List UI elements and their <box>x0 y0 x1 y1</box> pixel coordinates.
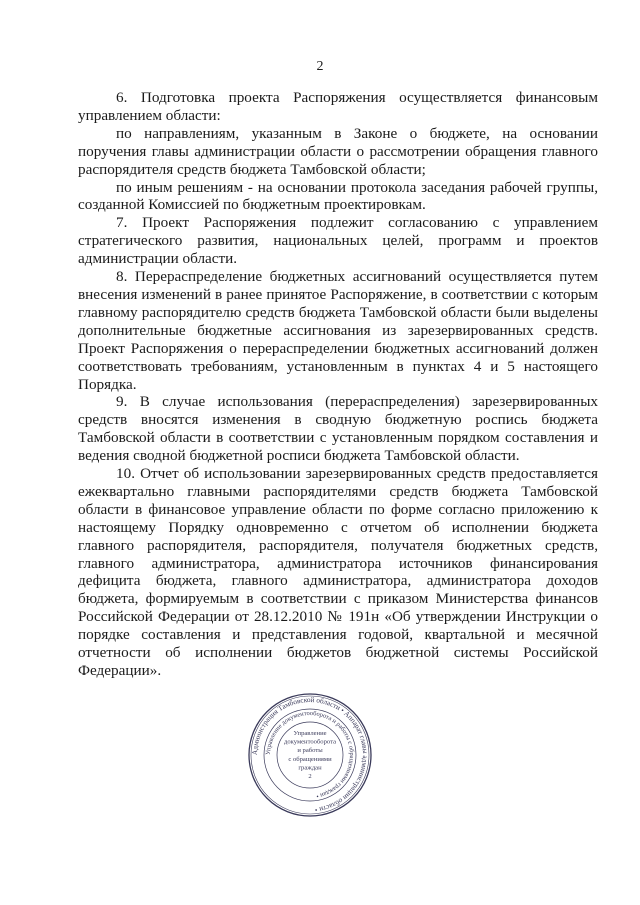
paragraph-10: 10. Отчет об использовании зарезервированных средств предоставляется ежеквартально главными распорядителями средств бюджета Тамбовской области в финансовое управление области по форме согласно приложению к настоящему Порядку одновременно с отчетом об исполнении бюджета главного распорядителя, распорядителя, получателя бюджетных средств, главного администратора, администратора источников финансирования дефицита бюджета, главного администратора, администратора доходов бюджета, формируемым в соответствии с приказом Министерства финансов Российской Федерации от 28.12.2010 № 191н «Об утверждении Инструкции о порядке составления и представления годовой, квартальной и месячной отчетности об исполнении бюджетов бюджетной системы Российской Федерации». <box>78 465 598 679</box>
seal-inner-text: Управление документооборота и работы с обращениями граждан • <box>264 709 356 800</box>
paragraph-6-item-1: по направлениям, указанным в Законе о бюджете, на основании поручения главы администрации области о рассмотрении обращения главного распорядителя средств бюджета Тамбовской области; <box>78 124 598 178</box>
seal-center-line: с обращениями <box>288 755 332 763</box>
paragraph-6: 6. Подготовка проекта Распоряжения осуществляется финансовым управлением области: <box>78 89 598 124</box>
paragraph-7: 7. Проект Распоряжения подлежит согласованию с управлением стратегического развития, национальных целей, программ и проектов администрации области. <box>78 214 598 268</box>
seal-center-line: и работы <box>297 747 323 755</box>
seal-center-line: граждан <box>298 764 322 772</box>
paragraph-6-item-2: по иным решениям - на основании протокола заседания рабочей группы, созданной Комиссией по бюджетным проектировкам. <box>78 178 598 214</box>
page-number: 2 <box>316 59 324 74</box>
seal-center-line: Управление <box>293 730 327 737</box>
seal-outer-text: Администрация Тамбовской области • Аппарат главы администрации области • <box>250 695 370 814</box>
paragraph-9: 9. В случае использования (перераспределения) зарезервированных средств вносятся изменения в сводную бюджетную роспись бюджета Тамбовской области в соответствии с установленным порядком составления и ведения сводной бюджетной росписи бюджета Тамбовской области. <box>78 393 598 465</box>
seal-graphic <box>247 692 373 818</box>
seal-center-line: 2 <box>308 773 312 780</box>
seal-center-line: документооборота <box>283 738 337 746</box>
document-body <box>78 89 598 680</box>
paragraph-8: 8. Перераспределение бюджетных ассигнований осуществляется путем внесения изменений в ранее принятое Распоряжение, в соответствии с которым главному распорядителю средств бюджета Тамбовской области были выделены дополнительные бюджетные ассигнования из зарезервированных средств. Проект Распоряжения о перераспределении бюджетных ассигнований должен соответствовать требованиям, установленным в пунктах 4 и 5 настоящего Порядка. <box>78 268 598 393</box>
seal-center-text <box>284 730 336 780</box>
official-seal-stamp <box>247 692 373 818</box>
